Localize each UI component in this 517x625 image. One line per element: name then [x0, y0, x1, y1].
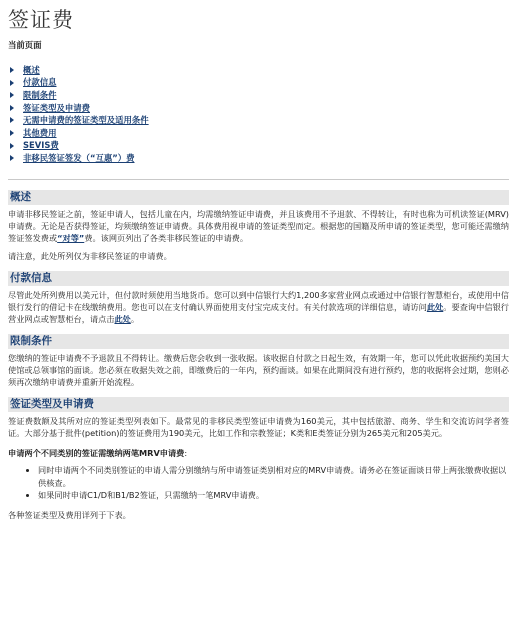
triangle-right-icon [10, 155, 14, 161]
reciprocity-link[interactable]: “对等” [57, 233, 85, 244]
toc-item-payment [10, 76, 509, 89]
triangle-right-icon [10, 105, 14, 111]
toc-link-sevis[interactable]: SEVIS费 [23, 140, 59, 151]
section-heading-visa-types: 签证类型及申请费 [8, 397, 509, 412]
section-heading-payment: 付款信息 [8, 271, 509, 286]
list-item: • 如果同时申请C1/D和B1/B2签证，只需缴纳一笔MRV申请费。 [38, 489, 509, 501]
overview-note: 请注意，此处所列仅为非移民签证的申请费。 [8, 251, 172, 262]
triangle-right-icon [10, 80, 14, 86]
visa-types-paragraph: 签证费数额及其所对应的签证类型列表如下。最常见的非移民类型签证申请费为160美元，其中包括旅游、商务、学生和交流访问学者签证。大部分基于批件(petition)的签证费用为190美元，比如工作和宗教签证；K类和E类签证分别为265美元和205美元。 [8, 415, 509, 438]
payment-text: 尽管此处所列费用以美元计，但付款时须使用当地货币。您可以到中信银行大约1,200多家营业网点或通过中信银行智慧柜台，或使用中信银行发行的借记卡在线缴纳费用。您也可以在支付确认界面使用支付宝完成支付。有关付款选项的详细信息，请访问 [8, 289, 509, 313]
payment-text-end: 。 [130, 314, 140, 325]
two-visa-notice-colon: : [184, 448, 188, 459]
page-title: 签证费 [8, 8, 74, 32]
toc-item-other-fees [10, 127, 509, 140]
toc-item-fee-exempt [10, 114, 509, 127]
toc-item-reciprocity [10, 152, 509, 165]
fee-table-intro: 各种签证类型及费用详列于下表。 [8, 510, 131, 521]
overview-text: 申请非移民签证之前，签证申请人，包括儿童在内，均需缴纳签证申请费，并且该费用不予退款、不得转让，有时也称为可机读签证(MRV)申请费。无论是否获得签证，均须缴纳签证申请费。具体费用视申请的签证类型而定。根据您的国籍及所申请的签证类型，您可能还需缴纳签证签发费或 [8, 208, 509, 244]
toc-item-visa-types [10, 102, 509, 115]
overview-text-end: 费。该网页列出了各类非移民签证的申请费。 [84, 233, 249, 244]
section-heading-restrictions: 限制条件 [8, 334, 509, 349]
divider [8, 179, 509, 180]
branch-lookup-link[interactable]: 此处 [114, 314, 131, 325]
triangle-right-icon [10, 130, 14, 136]
section-heading-overview: 概述 [8, 190, 509, 205]
toc-link-payment[interactable]: 付款信息 [23, 77, 57, 88]
triangle-right-icon [10, 143, 14, 149]
toc-item-restrictions [10, 89, 509, 102]
table-of-contents [10, 64, 509, 165]
triangle-right-icon [10, 67, 14, 73]
toc-item-overview [10, 64, 509, 77]
toc-link-restrictions[interactable]: 限制条件 [23, 89, 57, 100]
current-page-label: 当前页面 [8, 40, 42, 51]
toc-link-visa-types[interactable]: 签证类型及申请费 [23, 102, 90, 113]
list-item: • 同时申请两个不同类别签证的申请人需分别缴纳与所申请签证类别相对应的MRV申请费。请务必在签证面谈日带上两张缴费收据以供核查。 [38, 464, 509, 489]
triangle-right-icon [10, 117, 14, 123]
toc-link-reciprocity[interactable]: 非移民签证签发（“互惠”）费 [23, 152, 135, 163]
toc-item-sevis [10, 139, 509, 152]
two-visa-notice-text: 申请两个不同类别的签证需缴纳两笔MRV申请费 [8, 448, 185, 459]
restrictions-paragraph: 您缴纳的签证申请费不予退款且不得转让。缴费后您会收到一张收据。该收据自付款之日起生效，有效期一年，您可以凭此收据预约美国大使馆或总领事馆的面谈。您必须在收据失效之前，即缴费后的一年内，预约面谈。如果在此期间没有进行预约，您的收据将会过期，您则必须再次缴纳申请费并重新开始流程。 [8, 352, 509, 388]
toc-link-fee-exempt[interactable]: 无需申请费的签证类型及适用条件 [23, 115, 149, 126]
toc-link-overview[interactable]: 概述 [23, 64, 40, 75]
two-visa-notice [8, 447, 509, 459]
payment-text-mid: 。要查询中信银行营业网点或智慧柜台，请点击 [8, 302, 509, 325]
overview-paragraph [8, 208, 509, 245]
two-visa-bullets [8, 464, 509, 501]
payment-paragraph [8, 289, 509, 326]
toc-link-other-fees[interactable]: 其他费用 [23, 127, 57, 138]
payment-options-link[interactable]: 此处 [426, 302, 444, 313]
triangle-right-icon [10, 92, 14, 98]
